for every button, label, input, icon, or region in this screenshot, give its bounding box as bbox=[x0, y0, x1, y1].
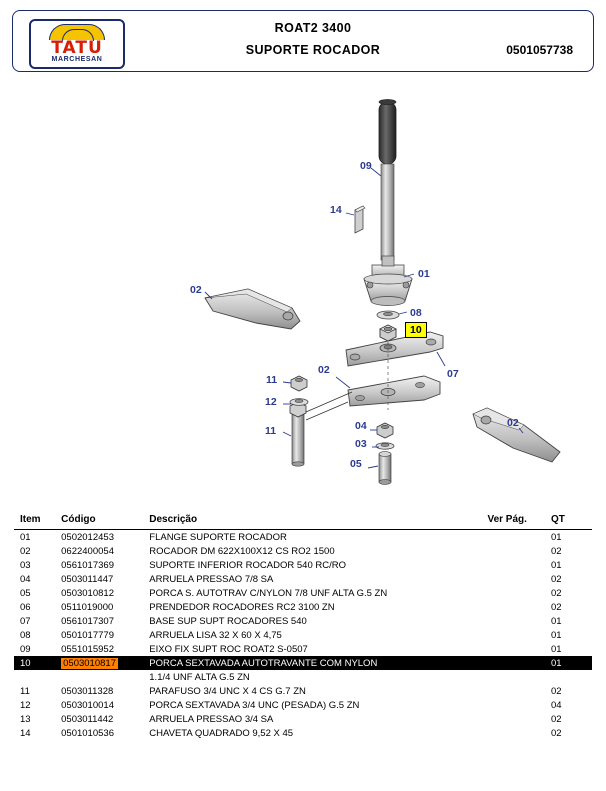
header-code: Código bbox=[61, 512, 149, 530]
part-06-holder bbox=[379, 452, 391, 485]
cell-item: 01 bbox=[20, 531, 31, 543]
cell-qt: 02 bbox=[550, 727, 562, 739]
table-row[interactable] bbox=[14, 586, 592, 600]
cell-description: CHAVETA QUADRADO 9,52 X 45 bbox=[149, 727, 294, 739]
cell-qt: 01 bbox=[550, 643, 562, 655]
cell-code: 0503011328 bbox=[61, 685, 114, 697]
part-14-key bbox=[355, 206, 365, 233]
callout-04: 03 bbox=[355, 438, 367, 450]
cell-item: 02 bbox=[20, 545, 31, 557]
table-row[interactable] bbox=[14, 712, 592, 726]
cell-qt: 01 bbox=[551, 656, 592, 670]
page-title-model: ROAT2 3400 bbox=[274, 21, 352, 35]
cell-qt: 01 bbox=[550, 615, 562, 627]
table-row[interactable] bbox=[14, 726, 592, 740]
page-title-assembly: SUPORTE ROCADOR bbox=[245, 43, 381, 57]
callout-01: 01 bbox=[418, 268, 430, 280]
table-row[interactable] bbox=[14, 628, 592, 642]
callout-06: 05 bbox=[350, 458, 362, 470]
cell-description: PORCA SEXTAVADA 3/4 UNC (PESADA) G.5 ZN bbox=[149, 699, 360, 711]
table-row[interactable] bbox=[14, 684, 592, 698]
header-qt: QT bbox=[551, 512, 592, 530]
cell-qt: 02 bbox=[550, 713, 562, 725]
cell-description: PARAFUSO 3/4 UNC X 4 CS G.7 ZN bbox=[149, 685, 306, 697]
cell-qt: 04 bbox=[550, 699, 562, 711]
cell-ver-pag bbox=[487, 600, 551, 614]
part-04-springwasher bbox=[376, 443, 394, 449]
callout-14: 14 bbox=[330, 204, 342, 216]
header-ver-pag: Ver Pág. bbox=[487, 512, 551, 530]
part-12-hexnut bbox=[291, 376, 307, 391]
cell-qt: 02 bbox=[550, 685, 562, 697]
exploded-parts-diagram bbox=[0, 80, 606, 500]
table-header-row bbox=[14, 512, 592, 530]
cell-code bbox=[61, 656, 149, 670]
cell-code: 0511019000 bbox=[61, 601, 114, 613]
table-row[interactable] bbox=[14, 614, 592, 628]
cell-ver-pag bbox=[487, 530, 551, 545]
cell-qt: 01 bbox=[550, 531, 562, 543]
cell-qt: 02 bbox=[550, 601, 562, 613]
cell-item: 04 bbox=[20, 573, 31, 585]
callout-12: 11 bbox=[266, 374, 278, 386]
cell-code: 0502012453 bbox=[61, 531, 114, 543]
cell-description: PRENDEDOR ROCADORES RC2 3100 ZN bbox=[149, 601, 335, 613]
cell-description: ARRUELA PRESSAO 7/8 SA bbox=[149, 573, 274, 585]
callout-05: 04 bbox=[355, 420, 367, 432]
cell-code: 0503010014 bbox=[61, 699, 114, 711]
cell-code: 0503011442 bbox=[61, 713, 114, 725]
callout-11-visible: 11 bbox=[265, 425, 277, 437]
cell-code: 0501017779 bbox=[61, 629, 114, 641]
cell-ver-pag bbox=[487, 698, 551, 712]
cell-description-continued: 1.1/4 UNF ALTA G.5 ZN bbox=[149, 671, 250, 683]
cell-description: ARRUELA PRESSAO 3/4 SA bbox=[149, 713, 274, 725]
callout-10-highlighted: 10 bbox=[405, 322, 427, 338]
logo-primary-text: TATU bbox=[51, 38, 103, 58]
part-09-shaft bbox=[379, 99, 396, 275]
cell-code: 0561017369 bbox=[61, 559, 114, 571]
cell-qt: 01 bbox=[550, 629, 562, 641]
cell-code: 0551015952 bbox=[61, 643, 114, 655]
part-10-locknut bbox=[380, 325, 396, 341]
cell-code: 0503010812 bbox=[61, 587, 114, 599]
cell-code-highlight: 0503010817 bbox=[63, 657, 116, 669]
cell-item: 09 bbox=[20, 643, 31, 655]
cell-description: ARRUELA LISA 32 X 60 X 4,75 bbox=[149, 629, 282, 641]
callout-03: 02 bbox=[318, 364, 330, 376]
table-row[interactable] bbox=[14, 530, 592, 545]
callout-07: 07 bbox=[447, 368, 459, 380]
cell-ver-pag bbox=[487, 684, 551, 698]
table-row-continuation bbox=[14, 670, 592, 684]
cell-ver-pag bbox=[487, 656, 551, 670]
cell-item: 03 bbox=[20, 559, 31, 571]
cell-item: 10 bbox=[14, 656, 61, 670]
table-row[interactable] bbox=[14, 642, 592, 656]
callout-02-left: 02 bbox=[190, 284, 202, 296]
cell-ver-pag bbox=[487, 642, 551, 656]
part-11-bolt bbox=[290, 402, 306, 466]
cell-item: 06 bbox=[20, 601, 31, 613]
cell-description: FLANGE SUPORTE ROCADOR bbox=[149, 531, 287, 543]
table-row[interactable] bbox=[14, 572, 592, 586]
cell-item: 13 bbox=[20, 713, 31, 725]
cell-description: EIXO FIX SUPT ROC ROAT2 S-0507 bbox=[149, 643, 308, 655]
cell-code-empty bbox=[61, 670, 149, 684]
header-item: Item bbox=[14, 512, 61, 530]
cell-qt-empty bbox=[551, 670, 592, 684]
part-08-washer bbox=[377, 311, 399, 319]
diagram-svg bbox=[0, 80, 606, 500]
cell-description: SUPORTE INFERIOR ROCADOR 540 RC/RO bbox=[149, 559, 346, 571]
part-03-lower-support bbox=[348, 376, 440, 406]
part-01-flange bbox=[364, 256, 412, 306]
cell-description: BASE SUP SUPT ROCADORES 540 bbox=[149, 615, 307, 627]
cell-item: 08 bbox=[20, 629, 31, 641]
cell-item: 05 bbox=[20, 587, 31, 599]
parts-table bbox=[14, 512, 592, 740]
callout-13: 12 bbox=[265, 396, 277, 408]
table-row[interactable] bbox=[14, 544, 592, 558]
part-05-nylon-nut bbox=[377, 423, 393, 438]
cell-description: PORCA S. AUTOTRAV C/NYLON 7/8 UNF ALTA G.5 ZN bbox=[149, 587, 388, 599]
cell-item-empty bbox=[14, 670, 61, 684]
parts-table-container bbox=[14, 512, 592, 740]
cell-ver-pag bbox=[487, 572, 551, 586]
cell-qt: 01 bbox=[550, 559, 562, 571]
cell-item: 07 bbox=[20, 615, 31, 627]
cell-code: 0501010536 bbox=[61, 727, 114, 739]
cell-item: 14 bbox=[20, 727, 31, 739]
header-panel bbox=[12, 10, 594, 72]
assembly-code: 0501057738 bbox=[506, 43, 573, 57]
cell-item: 12 bbox=[20, 699, 31, 711]
cell-ver-pag bbox=[487, 586, 551, 600]
cell-code: 0622400054 bbox=[61, 545, 114, 557]
logo-secondary-text: MARCHESAN bbox=[51, 56, 103, 63]
cell-ver-pag bbox=[487, 544, 551, 558]
cell-description: PORCA SEXTAVADA AUTOTRAVANTE COM NYLON bbox=[149, 656, 487, 670]
callout-02-right: 02 bbox=[507, 417, 519, 429]
cell-item: 11 bbox=[20, 685, 30, 697]
table-row[interactable] bbox=[14, 600, 592, 614]
cell-ver-pag bbox=[487, 614, 551, 628]
cell-qt: 02 bbox=[550, 573, 562, 585]
cell-ver-pag bbox=[487, 726, 551, 740]
cell-ver-pag bbox=[487, 628, 551, 642]
parts-table-body bbox=[14, 530, 592, 741]
header-description: Descrição bbox=[149, 512, 487, 530]
cell-ver-pag bbox=[487, 558, 551, 572]
tatu-marchesan-logo bbox=[29, 19, 125, 69]
table-row-selected[interactable] bbox=[14, 656, 592, 670]
table-row[interactable] bbox=[14, 558, 592, 572]
table-row[interactable] bbox=[14, 698, 592, 712]
cell-qt: 02 bbox=[550, 587, 562, 599]
cell-ver-pag-empty bbox=[487, 670, 551, 684]
cell-code: 0503011447 bbox=[61, 573, 114, 585]
part-02-blade-left bbox=[205, 289, 300, 329]
callout-09: 09 bbox=[360, 160, 372, 172]
cell-ver-pag bbox=[487, 712, 551, 726]
cell-qt: 02 bbox=[550, 545, 562, 557]
cell-description: ROCADOR DM 622X100X12 CS RO2 1500 bbox=[149, 545, 335, 557]
cell-code: 0561017307 bbox=[61, 615, 114, 627]
callout-08: 08 bbox=[410, 307, 422, 319]
part-13-springwasher bbox=[290, 399, 308, 406]
